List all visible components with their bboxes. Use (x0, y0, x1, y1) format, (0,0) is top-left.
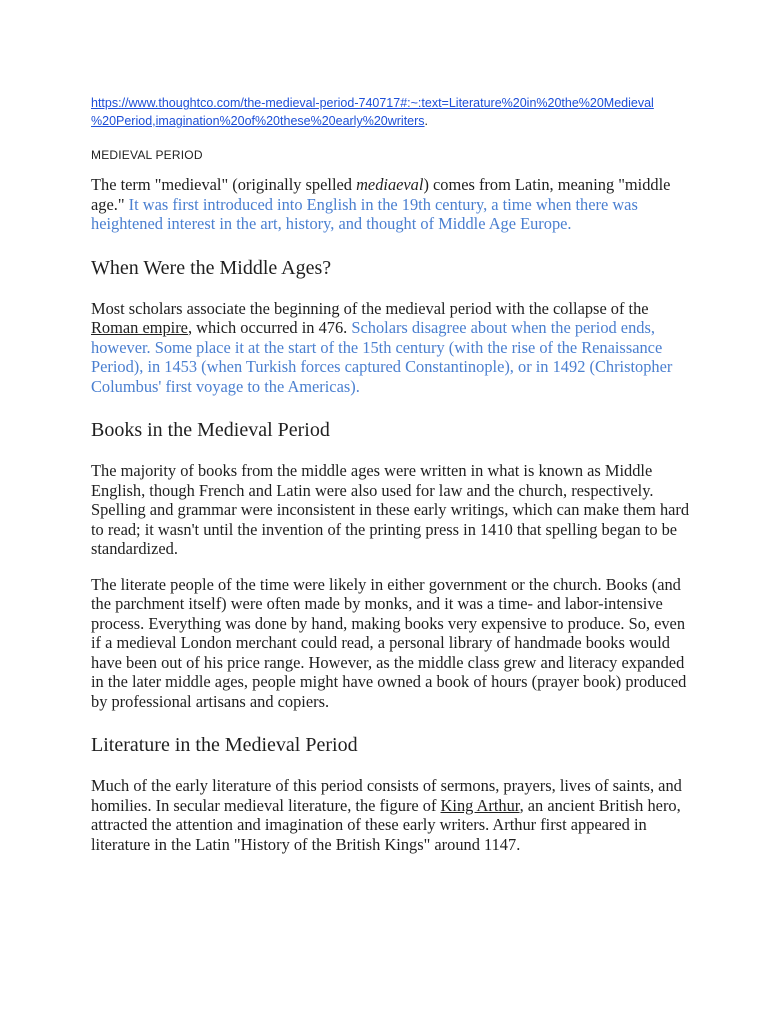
roman-empire-link[interactable]: Roman empire (91, 318, 188, 337)
section2-paragraph-1: The majority of books from the middle ages were written in what is known as Middle English, though French and Latin were also used for law and the church, respectively. Spelling and grammar were inconsistent in these early writings, which can make them hard to read; it wasn't until the invention of the printing press in 1410 that spelling began to be standardized. (91, 461, 690, 558)
intro-text-start: The term "medieval" (originally spelled (91, 175, 357, 194)
section1-text-mid: , which occurred in 476. (187, 318, 352, 337)
section3-paragraph (91, 776, 691, 854)
source-link-line2: %20Period,imagination%20of%20these%20early%20writers (91, 114, 425, 128)
section1-highlight: Scholars disagree about when the period ends, however. Some place it at the start of the 15th century (with the rise of the Renaissance Period), in 1453 (when Turkish forces captured Constantinople), or in 1492 (Christopher Columbus' first voyage to the Americas). (91, 318, 673, 396)
document-page (91, 94, 691, 870)
heading-when-middle-ages: When Were the Middle Ages? (91, 256, 332, 279)
section-label: MEDIEVAL PERIOD (91, 148, 203, 162)
source-link[interactable] (91, 96, 654, 128)
section2-paragraph-2: The literate people of the time were likely in either government or the church. Books (and the parchment itself) were often made by monks, and it was a time- and labor-intensive process. Everything was done by hand, making books very expensive to produce. So, even if a medieval London merchant could read, a personal library of handmade books would have been out of his price range. However, as the middle class grew and literacy expanded in the later middle ages, people might have owned a book of hours (prayer book) produced by professional artisans and copiers. (91, 574, 687, 711)
heading-books-medieval: Books in the Medieval Period (91, 419, 330, 441)
heading-literature-medieval: Literature in the Medieval Period (91, 734, 358, 756)
intro-italic-term: mediaeval (356, 175, 424, 194)
intro-highlight: It was first introduced into English in the 19th century, a time when there was heightened interest in the art, history, and thought of Middle Age Europe. (91, 194, 638, 233)
source-link-trailing: . (424, 114, 429, 128)
section3-text-end: , an ancient British hero, attracted the attention and imagination of these early writers. Arthur first appeared in literature in the Latin "History of the British Kings" around 1147. (91, 795, 681, 854)
intro-text-mid: ) comes from Latin, meaning "middle age." (91, 175, 671, 214)
king-arthur-link[interactable]: King Arthur (440, 795, 520, 815)
section1-paragraph (91, 299, 691, 397)
intro-paragraph (91, 175, 691, 234)
section1-text-start: Most scholars associate the beginning of the medieval period with the collapse of the (91, 298, 649, 318)
source-link-block (91, 94, 691, 130)
source-link-line1: https://www.thoughtco.com/the-medieval-period-740717#:~:text=Literature%20in%20the%20Medieval (91, 96, 654, 110)
section3-text-start: Much of the early literature of this period consists of sermons, prayers, lives of saints, and homilies. In secular medieval literature, the figure of (91, 776, 682, 815)
